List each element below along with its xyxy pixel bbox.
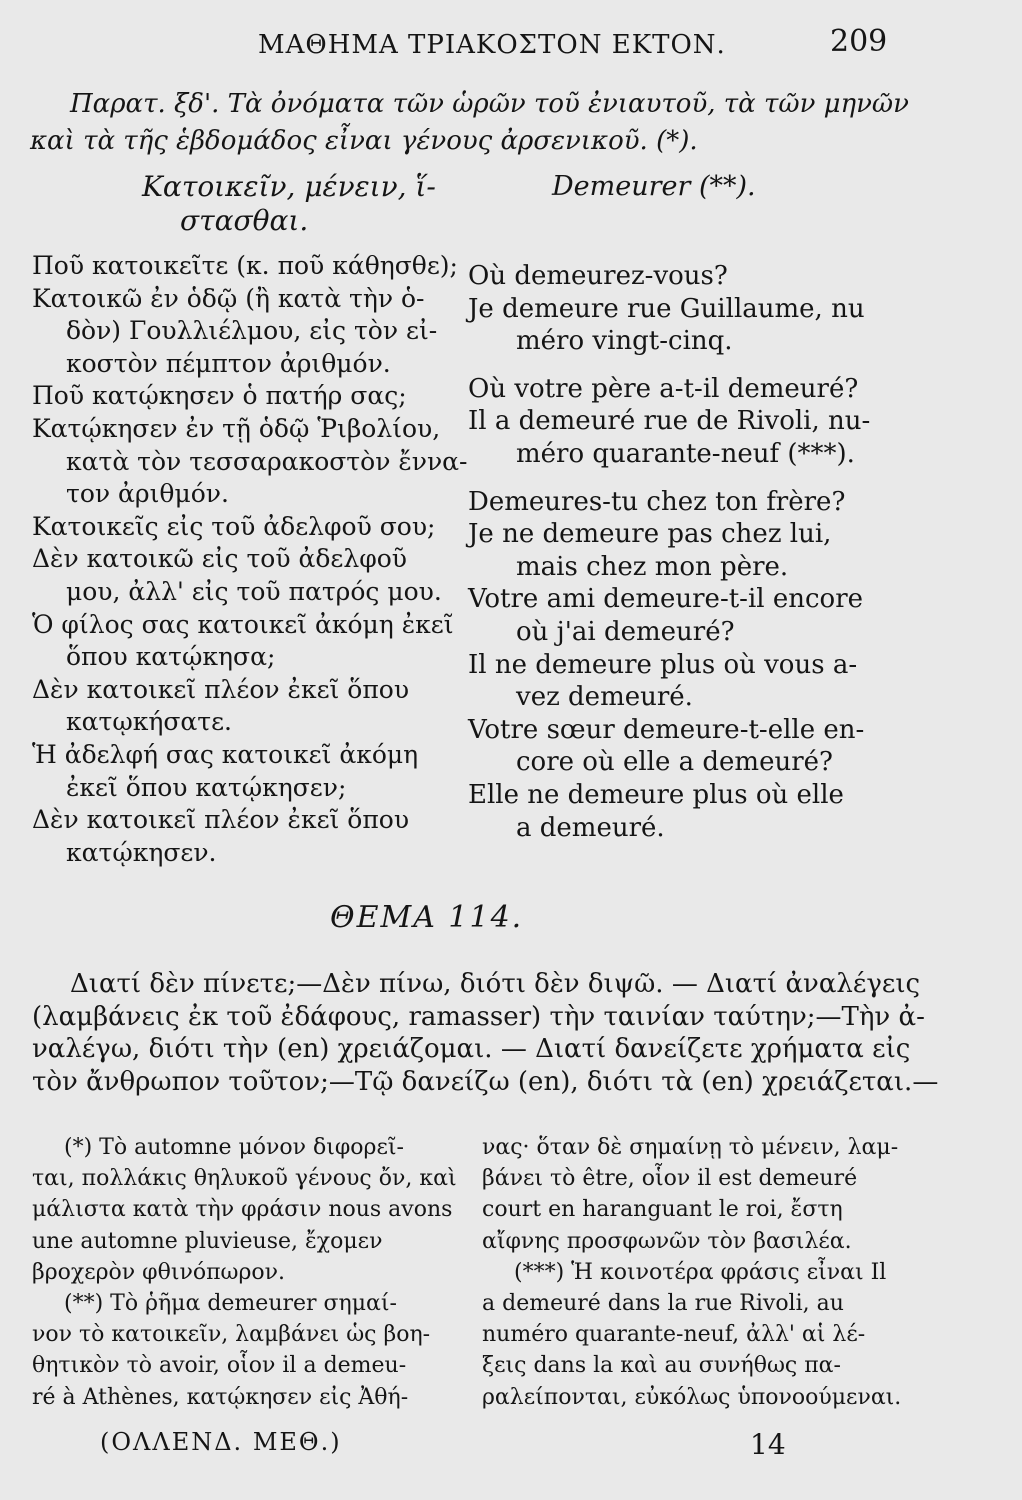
running-title: ΜΑΘΗΜΑ ΤΡΙΑΚΟΣΤΟΝ ΕΚΤΟΝ.	[258, 30, 726, 60]
remark-line: Παρατ. ξδ'. Τὰ ὀνόματα τῶν ὡρῶν τοῦ ἐνιαυτοῦ, τὰ τῶν μηνῶν	[70, 89, 909, 119]
footnote-line: ré à Athènes, κατῴκησεν εἰς Ἀθή-	[32, 1384, 409, 1410]
footnote-line: νας· ὅταν δὲ σημαίνῃ τὸ μένειν, λαμ-	[482, 1135, 899, 1160]
french-line: Elle ne demeure plus où elle	[468, 779, 844, 810]
footnote-line: ξεις dans la καὶ au συνήθως πα-	[482, 1353, 841, 1379]
french-line: Demeures-tu chez ton frère?	[468, 486, 846, 517]
footnote-line: a demeuré dans la rue Rivoli, au	[482, 1291, 844, 1317]
greek-line: Δὲν κατοικεῖ πλέον ἐκεῖ ὅπου	[32, 805, 410, 835]
french-line: core où elle a demeuré?	[516, 747, 833, 778]
greek-line: Ποῦ κατῴκησεν ὁ πατήρ σας;	[32, 381, 407, 411]
footnote-line: βροχερὸν φθινόπωρον.	[32, 1259, 286, 1285]
footnote-line: βάνει τὸ être, οἷον il est demeuré	[482, 1166, 858, 1192]
footnote-line: ται, πολλάκις θηλυκοῦ γένους ὄν, καὶ	[32, 1166, 457, 1192]
greek-line: ὅπου κατῴκησα;	[66, 642, 276, 672]
greek-line: Δὲν κατοικῶ εἰς τοῦ ἀδελφοῦ	[32, 544, 407, 574]
footnote-line: θητικὸν τὸ avoir, οἷον il a demeu-	[32, 1353, 407, 1379]
french-line: Votre ami demeure-t-il encore	[468, 584, 864, 615]
page-number: 209	[830, 24, 888, 59]
footnote-line: (**) Τὸ ῥῆμα demeurer σημαί-	[64, 1291, 397, 1317]
grammar-remark	[30, 86, 990, 160]
footnote-line: ραλείπονται, εὐκόλως ὑπονοούμεναι.	[482, 1384, 902, 1410]
french-line: méro vingt-cinq.	[516, 326, 733, 357]
greek-line: μου, ἀλλ' εἰς τοῦ πατρός μου.	[66, 576, 442, 606]
french-line: a demeuré.	[516, 812, 665, 843]
exercise-line: (λαμβάνεις ἐκ τοῦ ἐδάφους, ramasser) τὴν ταινίαν ταύτην;—Τὴν ἀ-	[32, 1001, 925, 1032]
greek-line: Κατοικεῖς εἰς τοῦ ἀδελφοῦ σου;	[32, 511, 436, 541]
greek-line: δὸν) Γουλλιέλμου, εἰς τὸν εἰ-	[66, 316, 438, 346]
french-heading: Demeurer (**).	[552, 171, 756, 202]
french-line: Où demeurez-vous?	[468, 261, 728, 291]
footnote-line: court en haranguant le roi, ἔστη	[482, 1197, 843, 1223]
greek-line: Δὲν κατοικεῖ πλέον ἐκεῖ ὅπου	[32, 674, 410, 704]
french-line: méro quarante-neuf (***).	[516, 438, 855, 469]
french-line: où j'ai demeuré?	[516, 616, 735, 647]
french-line: Je ne demeure pas chez lui,	[468, 519, 832, 550]
greek-line: κατὰ τὸν τεσσαρακοστὸν ἔννα-	[66, 446, 468, 476]
signature-number: 14	[750, 1428, 786, 1461]
french-line: Il a demeuré rue de Rivoli, nu-	[468, 406, 871, 437]
greek-line: ἐκεῖ ὅπου κατῴκησεν;	[66, 772, 347, 802]
greek-line: Ὁ φίλος σας κατοικεῖ ἀκόμη ἐκεῖ	[32, 609, 454, 639]
greek-column	[32, 170, 468, 869]
footnote-line: (***) Ἡ κοινοτέρα φράσις εἶναι Il	[514, 1259, 887, 1285]
greek-line: Κατοικῶ ἐν ὁδῷ (ἢ κατὰ τὴν ὁ-	[32, 283, 425, 313]
footnote-line: αἴφνης προσφωνῶν τὸν βασιλέα.	[482, 1228, 852, 1254]
greek-line: Κατῴκησεν ἐν τῇ ὁδῷ Ῥιβολίου,	[32, 413, 441, 443]
footnotes-right-column	[482, 1132, 917, 1413]
exercise-line: τὸν ἄνθρωπον τοῦτον;—Τῷ δανείζω (en), διότι τὰ (en) χρειάζεται.—	[32, 1066, 939, 1097]
greek-line: κατῳκήσατε.	[66, 707, 233, 737]
footnote-line: une automne pluvieuse, ἔχομεν	[32, 1228, 383, 1254]
french-line: Votre sœur demeure-t-elle en-	[468, 714, 865, 745]
french-line: mais chez mon père.	[516, 551, 789, 582]
french-line: vez demeuré.	[516, 682, 693, 713]
theme-title: ΘΕΜΑ 114.	[330, 900, 524, 935]
footnote-line: (*) Τὸ automne μόνον διφορεῖ-	[64, 1135, 404, 1160]
exercise-line: ναλέγω, διότι τὴν (en) χρειάζομαι. — Διατί δανείζετε χρήματα εἰς	[32, 1034, 911, 1064]
exercise-line: Διατί δὲν πίνετε;—Δὲν πίνω, διότι δὲν διψῶ. — Διατί ἀναλέγεις	[70, 969, 921, 999]
signature-line: (ΟΛΛΕΝΔ. ΜΕΘ.)	[100, 1428, 342, 1456]
greek-line: τον ἀριθμόν.	[66, 479, 229, 509]
greek-line: κοστὸν πέμπτον ἀριθμόν.	[66, 348, 391, 378]
greek-heading-line: Κατοικεῖν, μένειν, ἵ-	[142, 170, 436, 203]
footnote-line: numéro quarante-neuf, ἀλλ' αἱ λέ-	[482, 1322, 866, 1348]
exercise-paragraph	[32, 968, 992, 1098]
greek-heading	[32, 170, 468, 238]
footnote-line: μάλιστα κατὰ τὴν φράσιν nous avons	[32, 1197, 453, 1223]
remark-line: καὶ τὰ τῆς ἑβδομάδος εἶναι γένους ἀρσενικοῦ. (*).	[30, 126, 698, 156]
french-line: Il ne demeure plus où vous a-	[468, 649, 858, 680]
greek-line: Ἡ ἀδελφή σας κατοικεῖ ἀκόμη	[32, 739, 419, 769]
footnote-line: νον τὸ κατοικεῖν, λαμβάνει ὡς βοη-	[32, 1322, 431, 1348]
footnotes-left-column	[32, 1132, 467, 1413]
french-column	[468, 170, 988, 844]
greek-line: Ποῦ κατοικεῖτε (κ. ποῦ κάθησθε);	[32, 251, 458, 280]
french-line: Je demeure rue Guillaume, nu	[468, 293, 865, 324]
greek-line: κατῴκησεν.	[66, 837, 217, 867]
french-line: Où votre père a-t-il demeuré?	[468, 373, 859, 404]
greek-heading-line: στασθαι.	[180, 204, 309, 237]
